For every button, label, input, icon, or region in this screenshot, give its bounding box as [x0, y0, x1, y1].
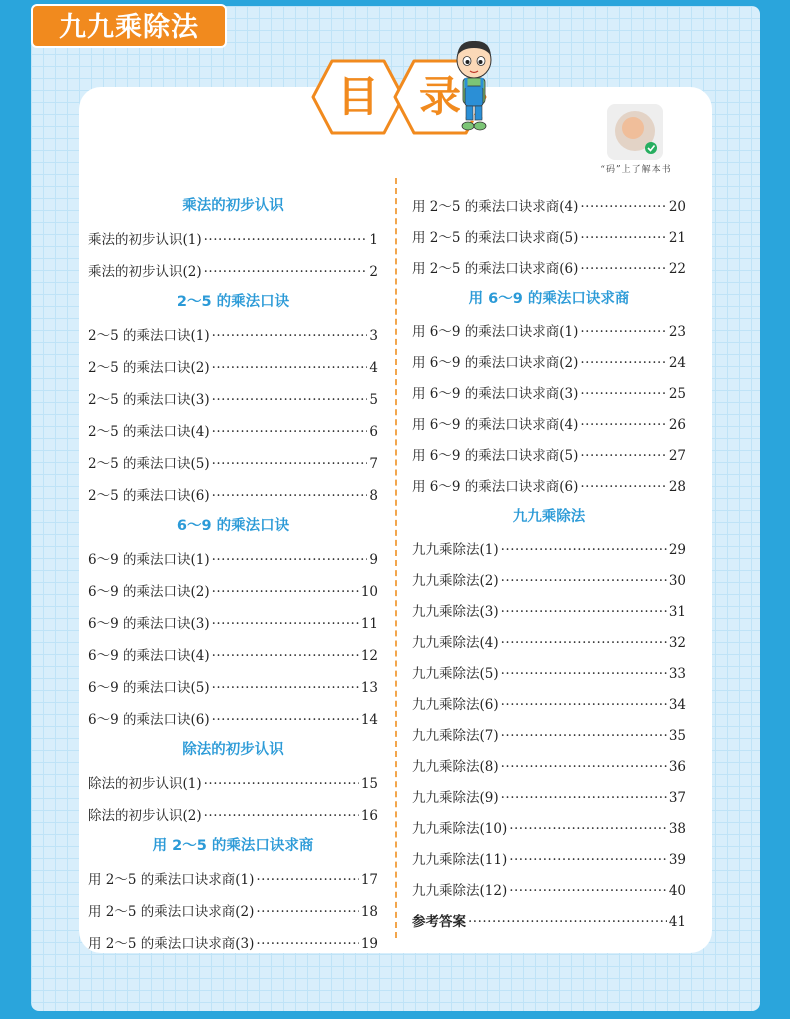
- toc-leader-dots: [509, 876, 667, 907]
- toc-entry-page-number: 20: [668, 199, 686, 215]
- toc-entry-page-number: 38: [668, 821, 686, 837]
- toc-entry-page-number: 34: [668, 697, 686, 713]
- toc-entry-page-number: 11: [360, 616, 378, 632]
- toc-entry-label: 九九乘除法(5): [412, 666, 499, 682]
- toc-entry[interactable]: [412, 566, 686, 597]
- toc-title-char-2-text: 录: [418, 72, 461, 121]
- toc-entry[interactable]: [88, 864, 378, 896]
- toc-entry-label: 用 6～9 的乘法口诀求商(2): [412, 355, 579, 371]
- toc-entry-label: 用 6～9 的乘法口诀求商(1): [412, 324, 579, 340]
- toc-entry-page-number: 35: [668, 728, 686, 744]
- toc-section-heading: 6～9 的乘法口诀: [176, 518, 290, 534]
- column-divider: [395, 178, 397, 938]
- toc-entry-page-number: 17: [360, 872, 378, 888]
- toc-entry-page-number: 4: [369, 360, 378, 376]
- toc-entry[interactable]: [88, 416, 378, 448]
- toc-entry-page-number: 33: [668, 666, 686, 682]
- toc-entry-page-number: 10: [360, 584, 378, 600]
- toc-entry[interactable]: [88, 896, 378, 928]
- toc-entry-label: 除法的初步认识(2): [88, 808, 202, 824]
- toc-entry-label: 用 2～5 的乘法口诀求商(6): [412, 261, 579, 277]
- toc-entry[interactable]: [88, 256, 378, 288]
- toc-entry-label: 2～5 的乘法口诀(5): [88, 456, 210, 472]
- toc-entry-label: 九九乘除法(1): [412, 542, 499, 558]
- toc-leader-dots: [212, 640, 359, 672]
- toc-entry-label: 九九乘除法(4): [412, 635, 499, 651]
- toc-leader-dots: [256, 864, 358, 896]
- toc-leader-dots: [501, 690, 667, 721]
- cartoon-boy-icon: [450, 38, 498, 134]
- toc-entry-label: 九九乘除法(11): [412, 852, 508, 868]
- toc-entry[interactable]: [88, 640, 378, 672]
- toc-entry-label: 九九乘除法(12): [412, 883, 508, 899]
- toc-leader-dots: [212, 320, 368, 352]
- toc-entry[interactable]: [412, 223, 686, 254]
- toc-entry[interactable]: [412, 690, 686, 721]
- toc-entry-label: 用 6～9 的乘法口诀求商(5): [412, 448, 579, 464]
- toc-entry-label: 6～9 的乘法口诀(5): [88, 680, 210, 696]
- toc-leader-dots: [212, 544, 368, 576]
- toc-leader-dots: [501, 752, 667, 783]
- toc-entry[interactable]: [412, 659, 686, 690]
- toc-leader-dots: [501, 721, 667, 752]
- toc-leader-dots: [468, 907, 667, 938]
- toc-entry[interactable]: [412, 814, 686, 845]
- toc-leader-dots: [204, 224, 368, 256]
- toc-entry-page-number: 37: [668, 790, 686, 806]
- toc-entry-page-number: 36: [668, 759, 686, 775]
- toc-entry[interactable]: [88, 384, 378, 416]
- toc-entry-page-number: 14: [360, 712, 378, 728]
- toc-entry[interactable]: [412, 254, 686, 285]
- toc-entry-label: 2～5 的乘法口诀(2): [88, 360, 210, 376]
- toc-entry-label: 用 2～5 的乘法口诀求商(1): [88, 872, 255, 888]
- toc-entry[interactable]: [88, 224, 378, 256]
- toc-entry-label: 用 2～5 的乘法口诀求商(4): [412, 199, 579, 215]
- toc-leader-dots: [212, 480, 368, 512]
- toc-entry-page-number: 40: [668, 883, 686, 899]
- toc-entry-page-number: 1: [369, 232, 378, 248]
- toc-entry-label: 用 6～9 的乘法口诀求商(4): [412, 417, 579, 433]
- toc-leader-dots: [212, 384, 368, 416]
- toc-entry-label: 用 6～9 的乘法口诀求商(3): [412, 386, 579, 402]
- toc-entry-page-number: 29: [668, 542, 686, 558]
- toc-entry-label: 用 2～5 的乘法口诀求商(2): [88, 904, 255, 920]
- toc-entry[interactable]: [88, 320, 378, 352]
- toc-entry-label: 6～9 的乘法口诀(1): [88, 552, 210, 568]
- toc-entry-label: 参考答案: [412, 914, 466, 930]
- toc-entry-label: 用 2～5 的乘法口诀求商(3): [88, 936, 255, 952]
- qr-caption: “码”上了解本书: [600, 165, 672, 175]
- toc-entry-page-number: 25: [668, 386, 686, 402]
- toc-section-heading: 乘法的初步认识: [182, 198, 284, 214]
- toc-entry[interactable]: [412, 783, 686, 814]
- toc-entry-label: 2～5 的乘法口诀(1): [88, 328, 210, 344]
- series-title-tag: 九九乘除法: [31, 4, 227, 48]
- toc-entry-label: 九九乘除法(7): [412, 728, 499, 744]
- toc-entry[interactable]: [412, 907, 686, 938]
- toc-entry[interactable]: [88, 672, 378, 704]
- toc-entry-page-number: 21: [668, 230, 686, 246]
- toc-entry-page-number: 30: [668, 573, 686, 589]
- toc-leader-dots: [204, 768, 359, 800]
- toc-entry-label: 用 6～9 的乘法口诀求商(6): [412, 479, 579, 495]
- toc-entry-page-number: 9: [369, 552, 378, 568]
- toc-entry[interactable]: [412, 721, 686, 752]
- toc-leader-dots: [501, 535, 667, 566]
- toc-leader-dots: [212, 608, 359, 640]
- toc-entry[interactable]: [88, 448, 378, 480]
- toc-entry[interactable]: [412, 535, 686, 566]
- toc-leader-dots: [580, 441, 666, 472]
- toc-entry-label: 2～5 的乘法口诀(4): [88, 424, 210, 440]
- toc-entry-label: 2～5 的乘法口诀(3): [88, 392, 210, 408]
- toc-entry[interactable]: [412, 628, 686, 659]
- toc-entry-page-number: 15: [360, 776, 378, 792]
- toc-entry-label: 九九乘除法(8): [412, 759, 499, 775]
- toc-leader-dots: [204, 800, 359, 832]
- toc-leader-dots: [212, 416, 368, 448]
- toc-entry[interactable]: [88, 928, 378, 960]
- toc-leader-dots: [580, 223, 666, 254]
- toc-entry-page-number: 6: [369, 424, 378, 440]
- toc-leader-dots: [212, 448, 368, 480]
- toc-leader-dots: [580, 192, 666, 223]
- toc-entry[interactable]: [412, 348, 686, 379]
- toc-entry-page-number: 8: [369, 488, 378, 504]
- toc-entry-label: 九九乘除法(10): [412, 821, 508, 837]
- toc-leader-dots: [212, 352, 368, 384]
- toc-leader-dots: [580, 379, 666, 410]
- toc-entry-page-number: 26: [668, 417, 686, 433]
- toc-entry-label: 九九乘除法(2): [412, 573, 499, 589]
- toc-leader-dots: [580, 472, 666, 503]
- toc-leader-dots: [256, 896, 358, 928]
- toc-entry-page-number: 16: [360, 808, 378, 824]
- toc-section-heading: 用 6～9 的乘法口诀求商: [468, 291, 630, 307]
- toc-entry-label: 九九乘除法(9): [412, 790, 499, 806]
- toc-entry-page-number: 39: [668, 852, 686, 868]
- toc-entry-page-number: 19: [360, 936, 378, 952]
- toc-leader-dots: [580, 410, 666, 441]
- toc-entry[interactable]: [412, 410, 686, 441]
- toc-entry[interactable]: [412, 379, 686, 410]
- toc-entry-label: 6～9 的乘法口诀(2): [88, 584, 210, 600]
- toc-entry-label: 2～5 的乘法口诀(6): [88, 488, 210, 504]
- toc-leader-dots: [580, 348, 666, 379]
- toc-entry-label: 九九乘除法(3): [412, 604, 499, 620]
- toc-entry-page-number: 28: [668, 479, 686, 495]
- toc-entry-page-number: 22: [668, 261, 686, 277]
- toc-leader-dots: [212, 576, 359, 608]
- toc-entry[interactable]: [412, 192, 686, 223]
- toc-entry[interactable]: [88, 768, 378, 800]
- toc-entry[interactable]: [412, 597, 686, 628]
- toc-leader-dots: [509, 814, 667, 845]
- toc-entry-page-number: 12: [360, 648, 378, 664]
- toc-leader-dots: [212, 704, 359, 736]
- qr-code-icon[interactable]: [607, 104, 663, 160]
- toc-leader-dots: [501, 597, 667, 628]
- toc-entry-label: 除法的初步认识(1): [88, 776, 202, 792]
- toc-entry-page-number: 13: [360, 680, 378, 696]
- toc-entry-page-number: 27: [668, 448, 686, 464]
- toc-right-column: [412, 192, 686, 938]
- toc-leader-dots: [212, 672, 359, 704]
- toc-leader-dots: [580, 317, 666, 348]
- toc-entry-page-number: 23: [668, 324, 686, 340]
- toc-entry-page-number: 18: [360, 904, 378, 920]
- toc-title-char-1-text: 目: [336, 72, 379, 121]
- toc-section-heading: 九九乘除法: [512, 509, 586, 525]
- toc-entry-page-number: 7: [369, 456, 378, 472]
- toc-entry-label: 6～9 的乘法口诀(4): [88, 648, 210, 664]
- toc-entry[interactable]: [88, 704, 378, 736]
- toc-entry-label: 用 2～5 的乘法口诀求商(5): [412, 230, 579, 246]
- toc-entry[interactable]: [88, 800, 378, 832]
- toc-entry[interactable]: [88, 544, 378, 576]
- toc-entry-label: 九九乘除法(6): [412, 697, 499, 713]
- toc-leader-dots: [580, 254, 666, 285]
- toc-entry-label: 乘法的初步认识(2): [88, 264, 202, 280]
- toc-entry[interactable]: [412, 441, 686, 472]
- toc-entry[interactable]: [88, 352, 378, 384]
- toc-entry-page-number: 24: [668, 355, 686, 371]
- toc-leader-dots: [501, 783, 667, 814]
- toc-leader-dots: [501, 659, 667, 690]
- toc-section-heading: 除法的初步认识: [182, 742, 284, 758]
- toc-entry[interactable]: [412, 845, 686, 876]
- toc-entry-label: 6～9 的乘法口诀(3): [88, 616, 210, 632]
- toc-leader-dots: [509, 845, 667, 876]
- toc-leader-dots: [501, 628, 667, 659]
- toc-entry-page-number: 32: [668, 635, 686, 651]
- toc-entry[interactable]: [412, 317, 686, 348]
- toc-entry-page-number: 31: [668, 604, 686, 620]
- toc-leader-dots: [204, 256, 368, 288]
- toc-entry[interactable]: [88, 480, 378, 512]
- toc-entry[interactable]: [88, 576, 378, 608]
- toc-entry-label: 乘法的初步认识(1): [88, 232, 202, 248]
- toc-left-column: [88, 192, 378, 960]
- toc-entry[interactable]: [412, 876, 686, 907]
- toc-leader-dots: [501, 566, 667, 597]
- toc-section-heading: 2～5 的乘法口诀: [176, 294, 290, 310]
- toc-entry[interactable]: [412, 752, 686, 783]
- toc-leader-dots: [256, 928, 358, 960]
- toc-entry[interactable]: [88, 608, 378, 640]
- toc-entry-page-number: 41: [668, 914, 686, 930]
- toc-entry[interactable]: [412, 472, 686, 503]
- toc-section-heading: 用 2～5 的乘法口诀求商: [152, 838, 314, 854]
- toc-entry-page-number: 2: [369, 264, 378, 280]
- toc-entry-page-number: 3: [369, 328, 378, 344]
- toc-entry-label: 6～9 的乘法口诀(6): [88, 712, 210, 728]
- toc-entry-page-number: 5: [369, 392, 378, 408]
